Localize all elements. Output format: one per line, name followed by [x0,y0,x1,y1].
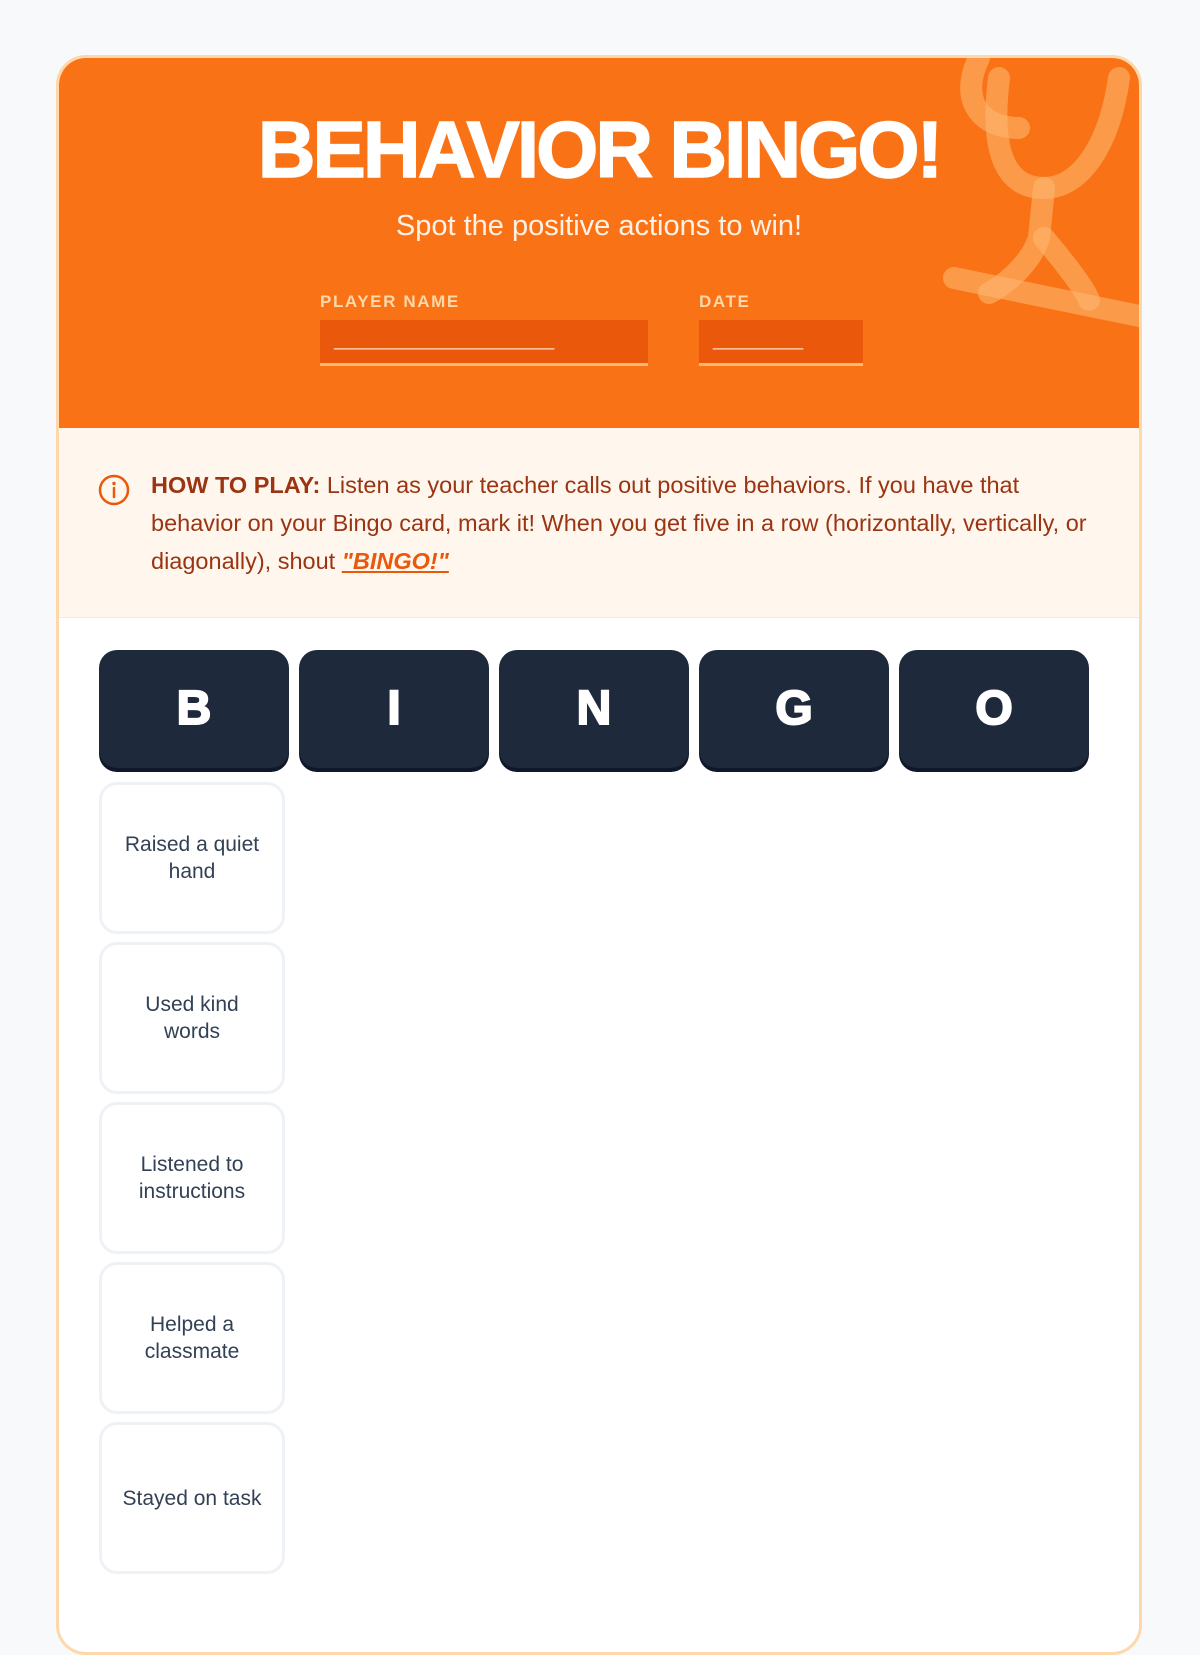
date-label: DATE [699,292,751,311]
bingo-card [56,55,1142,1655]
how-to-play-body: Listen as your teacher calls out positive behaviors. If you have that behavior on your Bingo card, mark it! When you get five in a row (horizontally, vertically, or diagonally), shout [151,472,1087,574]
date-field[interactable]: _________ [699,320,863,366]
bingo-square[interactable]: Raised a quiet hand [99,782,285,934]
info-icon [97,473,131,507]
header-banner [59,58,1139,428]
column-header-g: G [699,650,889,768]
how-to-play-label: HOW TO PLAY: [151,472,321,498]
page-title: BEHAVIOR BINGO! [257,105,941,194]
bingo-square[interactable]: Listened to instructions [99,1102,285,1254]
player-name-label: PLAYER NAME [320,292,460,311]
column-header-n: N [499,650,689,768]
page-subtitle: Spot the positive actions to win! [395,210,803,242]
player-name-field[interactable]: ______________________ [320,320,648,366]
bingo-square[interactable]: Stayed on task [99,1422,285,1574]
how-to-play-panel [59,428,1139,618]
bingo-square[interactable]: Used kind words [99,942,285,1094]
bingo-shout: "BINGO!" [341,548,449,574]
column-header-o: O [899,650,1089,768]
bingo-square[interactable]: Helped a classmate [99,1262,285,1414]
column-header-b: B [99,650,289,768]
trophy-icon [919,58,1139,338]
column-header-i: I [299,650,489,768]
how-to-play-text [151,466,1091,580]
